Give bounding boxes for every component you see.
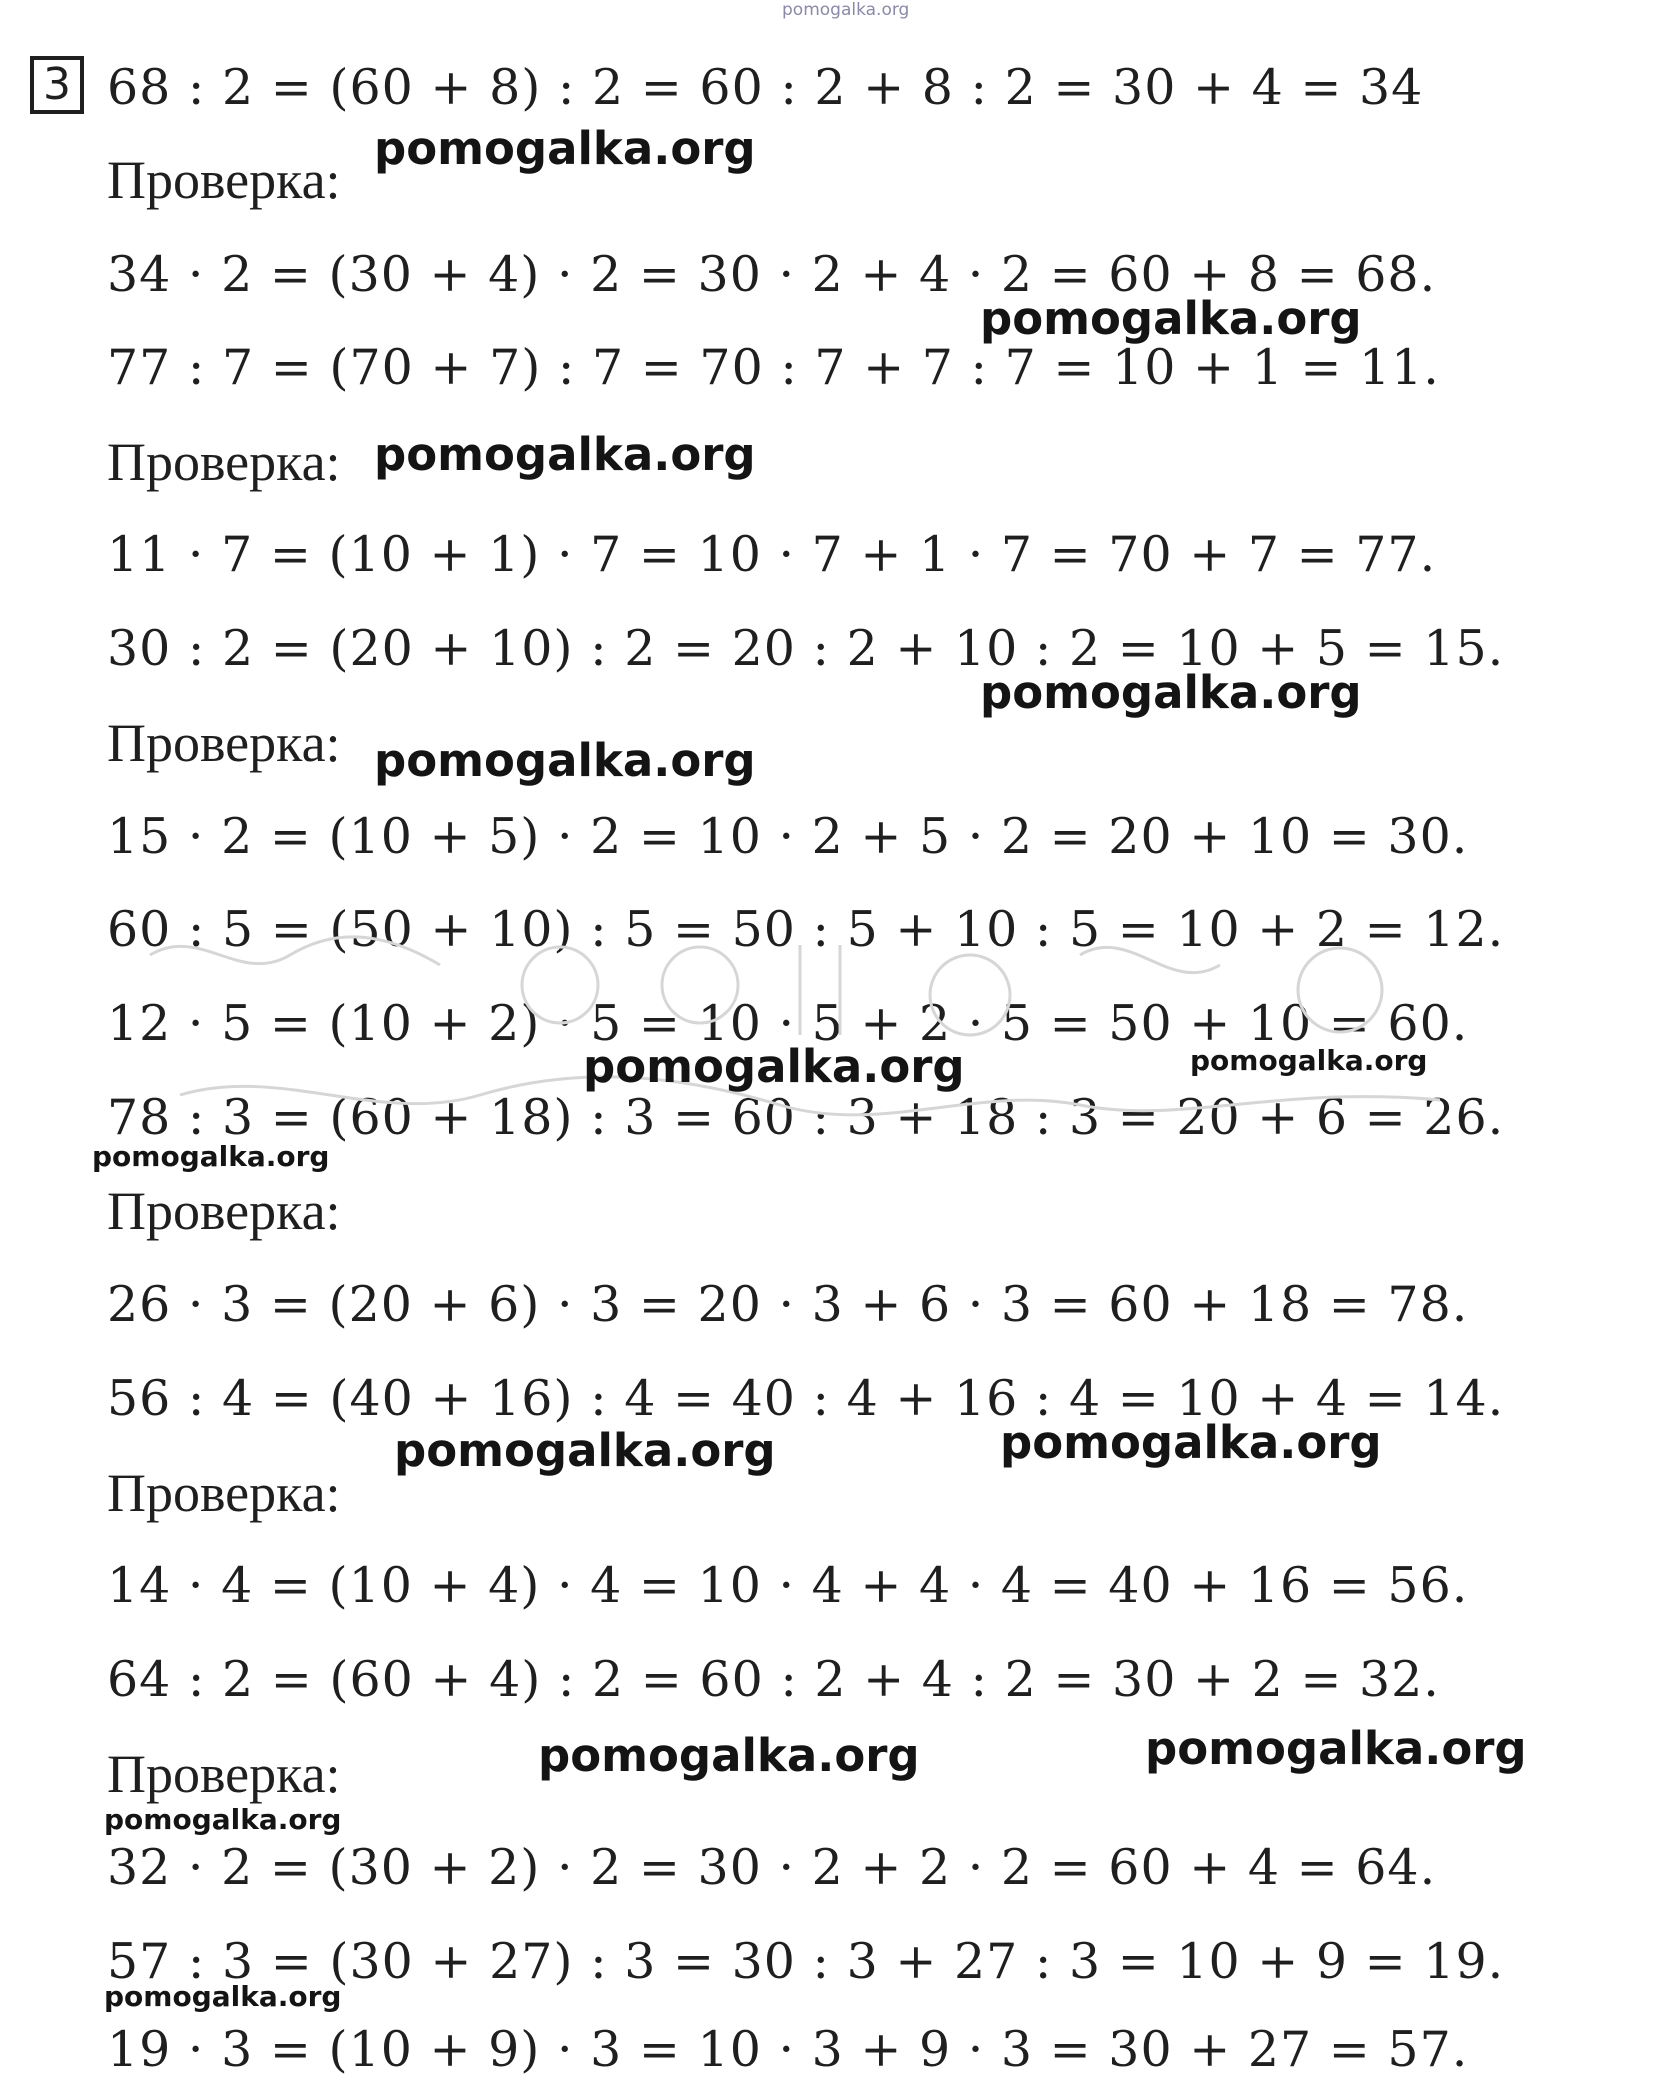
watermark: pomogalka.org (394, 1424, 776, 1477)
watermark: pomogalka.org (374, 122, 756, 175)
equation-line: 68 : 2 = (60 + 8) : 2 = 60 : 2 + 8 : 2 = 30 + 4 = 34 (107, 59, 1424, 116)
check-label: Проверка: (107, 150, 341, 210)
watermark: pomogalka.org (1190, 1044, 1428, 1077)
watermark: pomogalka.org (374, 734, 756, 787)
equation-line: 64 : 2 = (60 + 4) : 2 = 60 : 2 + 4 : 2 = 30 + 2 = 32. (107, 1651, 1440, 1708)
equation-line: 56 : 4 = (40 + 16) : 4 = 40 : 4 + 16 : 4 = 10 + 4 = 14. (107, 1370, 1505, 1427)
task-number-box: 3 (30, 56, 84, 114)
watermark: pomogalka.org (782, 0, 910, 20)
watermark: pomogalka.org (92, 1140, 330, 1173)
watermark: pomogalka.org (583, 1040, 965, 1093)
equation-line: 15 · 2 = (10 + 5) · 2 = 10 · 2 + 5 · 2 = 20 + 10 = 30. (107, 808, 1469, 865)
watermark: pomogalka.org (1145, 1722, 1527, 1775)
equation-line: 26 · 3 = (20 + 6) · 3 = 20 · 3 + 6 · 3 = 60 + 18 = 78. (107, 1276, 1469, 1333)
check-label: Проверка: (107, 713, 341, 773)
equation-line: 34 · 2 = (30 + 4) · 2 = 30 · 2 + 4 · 2 = 60 + 8 = 68. (107, 246, 1437, 303)
watermark: pomogalka.org (980, 292, 1362, 345)
equation-line: 77 : 7 = (70 + 7) : 7 = 70 : 7 + 7 : 7 = 10 + 1 = 11. (107, 339, 1440, 396)
check-label: Проверка: (107, 1181, 341, 1241)
equation-line: 32 · 2 = (30 + 2) · 2 = 30 · 2 + 2 · 2 = 60 + 4 = 64. (107, 1839, 1437, 1896)
equation-line: 78 : 3 = (60 + 18) : 3 = 60 : 3 + 18 : 3 = 20 + 6 = 26. (107, 1089, 1505, 1146)
watermark: pomogalka.org (538, 1729, 920, 1782)
watermark: pomogalka.org (104, 1803, 342, 1836)
equation-line: 11 · 7 = (10 + 1) · 7 = 10 · 7 + 1 · 7 = 70 + 7 = 77. (107, 526, 1437, 583)
equation-line: 30 : 2 = (20 + 10) : 2 = 20 : 2 + 10 : 2 = 10 + 5 = 15. (107, 620, 1505, 677)
check-label: Проверка: (107, 432, 341, 492)
check-label: Проверка: (107, 1463, 341, 1523)
watermark: pomogalka.org (980, 666, 1362, 719)
equation-line: 60 : 5 = (50 + 10) : 5 = 50 : 5 + 10 : 5 = 10 + 2 = 12. (107, 901, 1505, 958)
watermark: pomogalka.org (374, 428, 756, 481)
watermark: pomogalka.org (104, 1980, 342, 2013)
check-label: Проверка: (107, 1744, 341, 1804)
equation-line: 19 · 3 = (10 + 9) · 3 = 10 · 3 + 9 · 3 = 30 + 27 = 57. (107, 2021, 1469, 2078)
equation-line: 57 : 3 = (30 + 27) : 3 = 30 : 3 + 27 : 3 = 10 + 9 = 19. (107, 1933, 1505, 1990)
watermark: pomogalka.org (1000, 1416, 1382, 1469)
equation-line: 12 · 5 = (10 + 2) · 5 = 10 · 5 + 2 · 5 = 50 + 10 = 60. (107, 995, 1469, 1052)
equation-line: 14 · 4 = (10 + 4) · 4 = 10 · 4 + 4 · 4 = 40 + 16 = 56. (107, 1557, 1469, 1614)
